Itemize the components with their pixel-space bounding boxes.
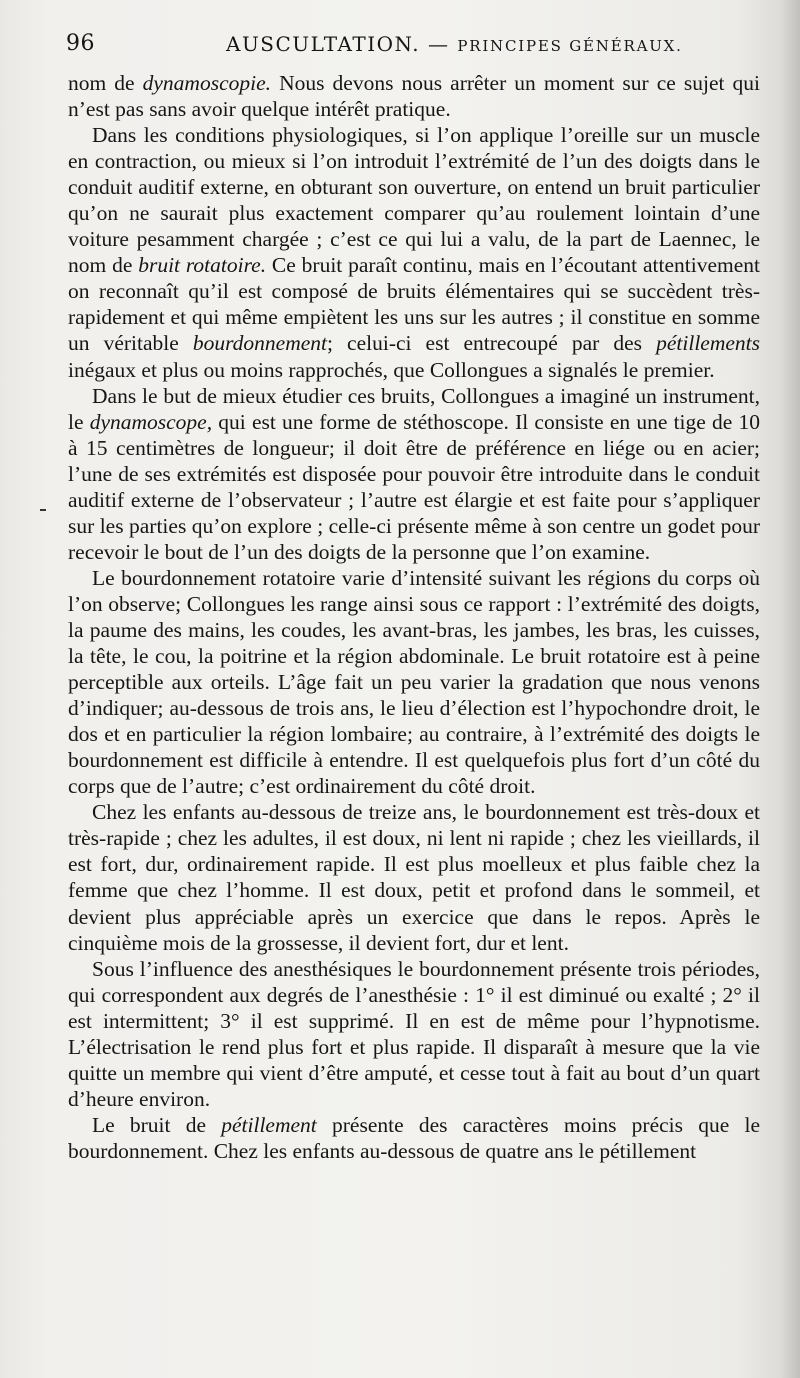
paragraph-7 (68, 1112, 760, 1164)
paragraph-1 (68, 70, 760, 122)
italic-term: dynamoscopie. (142, 71, 272, 95)
text-run: nom de (68, 71, 143, 95)
italic-term: bruit rotatoire. (138, 253, 267, 278)
text-run: Le bourdonnement rotatoire varie d’intensité suivant les régions du corps où l’on observe; Collongues les range ainsi sous ce rapport : l’extrémité des doigts, la paume des mains, les coudes, les avant-bras, les jambes, les bras, les cuisses, la tête, le cou, la poitrine et la région abdominale. Le bruit rotatoire est à peine perceptible aux orteils. L’âge fait un peu varier la gradation que nous venons d’indiquer; au-dessous de trois ans, le lieu d’élection est l’hypochondre droit, le dos et en particulier la région lombaire; au contraire, à l’extrémité des doigts le bourdonnement est difficile à entendre. Il est quelquefois plus fort d’un côté du corps que de l’autre; c’est ordinairement du côté droit. (68, 565, 760, 799)
text-run: Sous l’influence des anesthésiques le bourdonnement présente trois périodes, qui correspondent aux degrés de l’anesthésie : 1° il est diminué ou exalté ; 2° il est intermittent; 3° il est supprimé. Il en est de même pour l’hypnotisme. L’électrisation le rend plus fort et plus rapide. Il disparaît à mesure que la vie quitte un membre qui vient d’être amputé, et cesse tout à fait au bout d’un quart d’heure environ. (68, 956, 760, 1111)
text-run: Ce bruit paraît continu, mais en l’écoutant attentivement on reconnaît qu’il est composé de bruits élémentaires qui se succèdent très-rapidement et qui même empiètent les uns sur les autres ; il constitue en somme un véritable (68, 253, 760, 356)
text-run: qui est une forme de stéthoscope. Il consiste en une tige de 10 à 15 centimètres de longueur; il doit être de préférence en liége ou en acier; l’une de ses extrémités est disposée pour pouvoir être introduite dans le conduit auditif externe de l’observateur ; l’autre est élargie et est faite pour s’appliquer sur les parties qu’on explore ; celle-ci présente même à son centre un godet pour recevoir le bout de l’un des doigts de la personne que l’on examine. (68, 409, 760, 564)
text-run: inégaux et plus ou moins rapprochés, que Collongues a signalés le premier. (68, 357, 715, 382)
italic-term: pétillements (656, 331, 760, 356)
paragraph-5 (68, 799, 760, 955)
paragraph-6 (68, 956, 760, 1112)
text-run: Nous devons nous arrêter un moment sur ce sujet qui n’est pas sans avoir quelque intérêt pratique. (68, 71, 760, 122)
italic-term: bourdonnement (192, 331, 327, 356)
paragraph-3 (68, 383, 760, 565)
running-title (226, 28, 683, 62)
title-separator: — (427, 32, 450, 56)
italic-term: dynamoscope, (89, 409, 213, 434)
italic-term: pétillement (221, 1112, 317, 1137)
section-subtitle: PRINCIPES GÉNÉRAUX. (457, 37, 683, 55)
chapter-title: AUSCULTATION. (226, 32, 421, 56)
paragraph-4 (68, 565, 760, 799)
text-run: Dans les conditions physiologiques, si l’on applique l’oreille sur un muscle en contraction, ou mieux si l’on introduit l’extrémité de l’un des doigts dans le conduit auditif externe, en obturant son ouverture, on entend un bruit particulier qu’on ne saurait plus exactement comparer qu’au roulement lointain d’une voiture pesamment chargée ; c’est ce qui lui a valu, de la part de Laennec, le nom de (68, 123, 760, 278)
margin-mark (40, 509, 46, 511)
page-number: 96 (66, 31, 95, 56)
running-header (66, 28, 760, 60)
paragraph-2 (68, 122, 760, 382)
text-run: Le bruit de (92, 1112, 222, 1137)
body-text (68, 70, 760, 1164)
text-run: Chez les enfants au-dessous de treize ans, le bourdonnement est très-doux et très-rapide ; chez les adultes, il est doux, ni lent ni rapide ; chez les vieillards, il est fort, dur, ordinairement rapide. Il est plus moelleux et plus faible chez la femme que chez l’homme. Il est doux, petit et profond dans le sommeil, et devient plus appréciable après un exercice que dans le repos. Après le cinquième mois de la grossesse, il devient fort, dur et lent. (68, 800, 760, 955)
text-run: présente des caractères moins précis que le bourdonnement. Chez les enfants au-dessous de quatre ans le pétillement (68, 1112, 760, 1163)
text-run: Dans le but de mieux étudier ces bruits, Collongues a imaginé un instrument, le (68, 383, 760, 434)
text-run: ; celui-ci est entrecoupé par des (327, 331, 657, 356)
